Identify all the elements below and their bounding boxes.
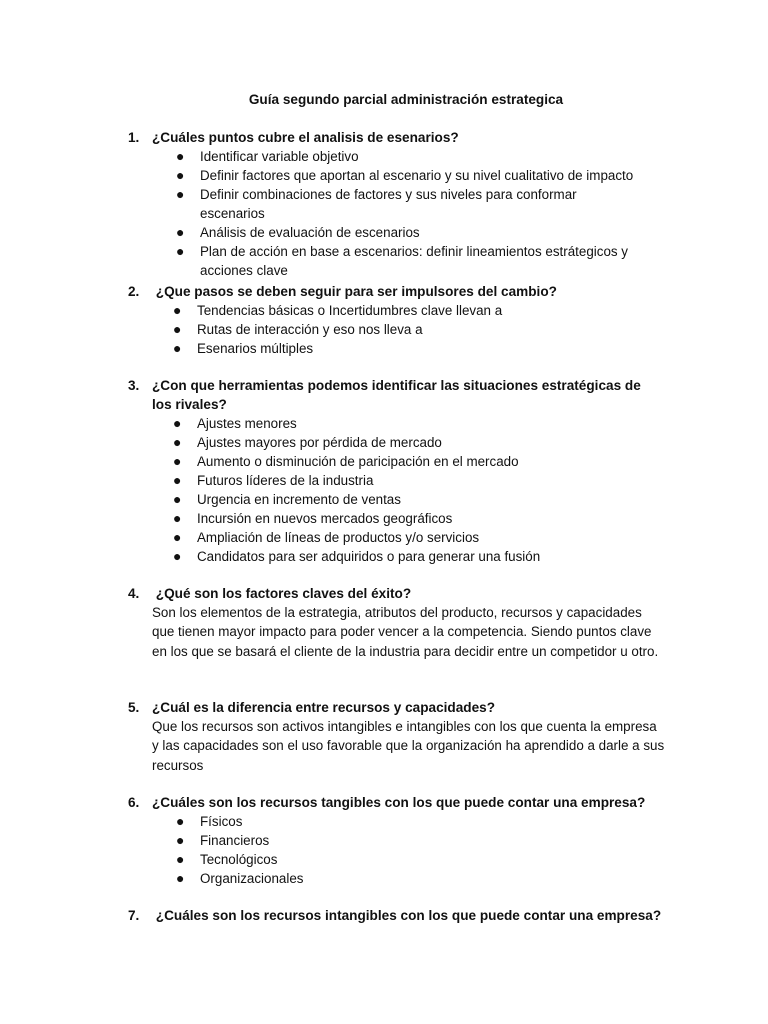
answer-list [176, 812, 636, 888]
list-item: ● Definir factores que aportan al escenario y su nivel cualitativo de impacto [176, 167, 634, 183]
question-number: 5. [128, 700, 140, 715]
question-number: 1. [128, 130, 140, 145]
question-4 [128, 584, 688, 661]
list-item: ● Financieros [176, 832, 270, 848]
bullet-icon: ● [173, 321, 182, 337]
question-number: 3. [128, 378, 140, 393]
answer-list [173, 414, 633, 566]
bullet-icon: ● [176, 148, 185, 164]
question-1 [128, 128, 688, 280]
answer-paragraph: Son los elementos de la estrategia, atributos del producto, recursos y capacidades que tienen mayor impacto para poder vencer a la competencia. Siendo puntos clave en los que se basará el cliente de la industria para decidir entre un competidor u otro. [152, 605, 659, 659]
bullet-icon: ● [176, 813, 185, 829]
list-item: ● Físicos [176, 813, 243, 829]
list-item: ● Análisis de evaluación de escenarios [176, 224, 420, 240]
question-text: ¿Con que herramientas podemos identificar las situaciones estratégicas de los rivales? [152, 378, 641, 412]
list-item: ● Rutas de interacción y eso nos lleva a [173, 321, 423, 337]
bullet-icon: ● [173, 548, 182, 564]
bullet-icon: ● [173, 472, 182, 488]
question-text: ¿Cuáles son los recursos intangibles con los que puede contar una empresa? [152, 908, 662, 923]
bullet-icon: ● [176, 224, 185, 240]
question-heading [128, 698, 688, 717]
list-item: ● Ajustes mayores por pérdida de mercado [173, 434, 442, 450]
list-item: ● Candidatos para ser adquiridos o para generar una fusión [173, 548, 541, 564]
bullet-icon: ● [176, 851, 185, 867]
question-6 [128, 793, 688, 888]
question-text: ¿Cuáles son los recursos tangibles con los que puede contar una empresa? [152, 795, 646, 810]
list-item: ● Ajustes menores [173, 415, 297, 431]
bullet-icon: ● [176, 186, 185, 202]
question-5 [128, 698, 688, 775]
question-heading [128, 376, 688, 414]
answer-list [176, 147, 636, 280]
bullet-icon: ● [173, 529, 182, 545]
answer-list [173, 301, 633, 358]
list-item: ● Futuros líderes de la industria [173, 472, 374, 488]
bullet-icon: ● [173, 415, 182, 431]
question-heading [128, 128, 688, 147]
list-item: ● Plan de acción en base a escenarios: definir lineamientos estrátegicos y acciones clave [176, 243, 629, 278]
question-text: ¿Cuáles puntos cubre el analisis de esenarios? [152, 130, 459, 145]
question-number: 2. [128, 284, 140, 299]
list-item: ● Tecnológicos [176, 851, 278, 867]
question-3 [128, 376, 688, 566]
question-heading [128, 282, 688, 301]
bullet-icon: ● [173, 434, 182, 450]
question-number: 7. [128, 908, 140, 923]
bullet-icon: ● [173, 453, 182, 469]
list-item: ● Definir combinaciones de factores y sus niveles para conformar escenarios [176, 186, 577, 221]
question-2 [128, 282, 688, 358]
list-item: ● Incursión en nuevos mercados geográficos [173, 510, 453, 526]
bullet-icon: ● [176, 870, 185, 886]
question-text: ¿Que pasos se deben seguir para ser impulsores del cambio? [152, 284, 557, 299]
list-item: ● Urgencia en incremento de ventas [173, 491, 401, 507]
question-heading [128, 584, 688, 603]
answer-paragraph: Que los recursos son activos intangibles e intangibles con los que cuenta la empresa y las capacidades son el uso favorable que la organización ha aprendido a darle a sus recursos [152, 719, 665, 773]
question-text: ¿Cuál es la diferencia entre recursos y capacidades? [152, 700, 496, 715]
question-heading [128, 793, 688, 812]
list-item: ● Identificar variable objetivo [176, 148, 359, 164]
list-item: ● Organizacionales [176, 870, 304, 886]
bullet-icon: ● [173, 510, 182, 526]
list-item: ● Ampliación de líneas de productos y/o servicios [173, 529, 480, 545]
question-number: 4. [128, 586, 140, 601]
bullet-icon: ● [173, 302, 182, 318]
question-text: ¿Qué son los factores claves del éxito? [152, 586, 412, 601]
question-7 [128, 906, 688, 925]
list-item: ● Esenarios múltiples [173, 340, 314, 356]
bullet-icon: ● [176, 167, 185, 183]
bullet-icon: ● [176, 832, 185, 848]
question-heading [128, 906, 688, 925]
list-item: ● Tendencias básicas o Incertidumbres clave llevan a [173, 302, 503, 318]
document-title: Guía segundo parcial administración estrategica [248, 92, 564, 107]
bullet-icon: ● [173, 340, 182, 356]
list-item: ● Aumento o disminución de paricipación en el mercado [173, 453, 519, 469]
bullet-icon: ● [173, 491, 182, 507]
question-number: 6. [128, 795, 140, 810]
bullet-icon: ● [176, 243, 185, 259]
